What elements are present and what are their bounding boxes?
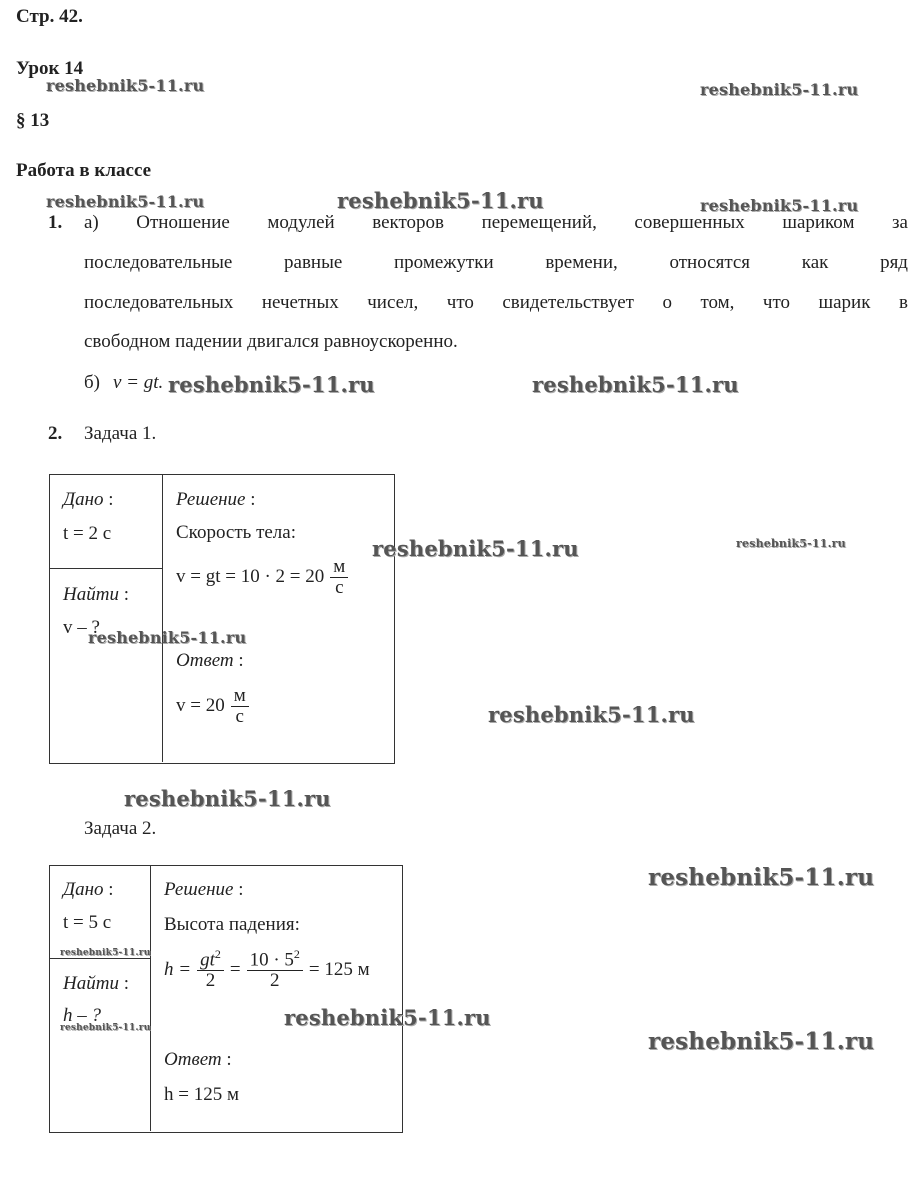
task-1-number: 1. [48, 212, 63, 233]
watermark: reshebnik5-11.ru [337, 188, 544, 213]
watermark: reshebnik5-11.ru [648, 864, 875, 891]
watermark: reshebnik5-11.ru [168, 372, 375, 397]
problem-2-answer-formula: h = 125 м [164, 1084, 239, 1105]
watermark: reshebnik5-11.ru [648, 1028, 875, 1055]
unit-fraction: $\frac{м}{с}$ [330, 557, 348, 598]
problem-2-answer-label: Ответ : [164, 1049, 232, 1070]
problem-1-given-find-divider [49, 568, 162, 569]
class-work-heading: Работа в классе [16, 160, 152, 181]
problem-1-given-label: Дано : [63, 489, 114, 510]
problem-2-divider [150, 865, 151, 1131]
watermark: reshebnik5-11.ru [124, 786, 331, 811]
problem-1-answer-formula: v = 20 $\frac{м}{с}$ [176, 686, 249, 727]
problem-1-divider [162, 474, 163, 762]
watermark: reshebnik5-11.ru [46, 76, 205, 95]
task-1a-line-2: последовательные равные промежутки времени, относятся как ряд [84, 252, 908, 273]
problem-1-solution-text: Скорость тела: [176, 522, 296, 543]
watermark: reshebnik5-11.ru [372, 536, 579, 561]
task-1b-formula: v = gt. [113, 372, 164, 393]
watermark: reshebnik5-11.ru [700, 196, 859, 215]
watermark: reshebnik5-11.ru [284, 1005, 491, 1030]
problem-1-given-value: t = 2 с [63, 523, 112, 544]
problem-1-find-value: v – ? [63, 617, 100, 638]
watermark: reshebnik5-11.ru [700, 80, 859, 99]
task-1a-line-3: последовательных нечетных чисел, что свидетельствует о том, что шарик в [84, 292, 908, 313]
problem-2-find-value: h – ? [63, 1005, 101, 1026]
problem-1-find-label: Найти : [63, 584, 129, 605]
section-heading: § 13 [16, 110, 50, 131]
task-1b-label: б) [84, 372, 100, 393]
fraction-gt2: $\frac{gt^2}{2}$ [197, 948, 224, 991]
watermark: reshebnik5-11.ru [488, 702, 695, 727]
problem-2-solution-label: Решение : [164, 879, 244, 900]
watermark: reshebnik5-11.ru [88, 628, 247, 647]
task-1a-line-1: а) Отношение модулей векторов перемещений, совершенных шариком за [84, 212, 908, 233]
lesson-heading: Урок 14 [16, 58, 84, 79]
problem-2-find-label: Найти : [63, 973, 129, 994]
problem-1-title: Задача 1. [84, 423, 157, 444]
task-1a-line-4: свободном падении двигался равноускоренно. [84, 331, 458, 352]
page-reference: Стр. 42. [16, 6, 83, 27]
unit-fraction: $\frac{м}{с}$ [231, 686, 249, 727]
problem-2-title: Задача 2. [84, 818, 157, 839]
problem-2-solution-text: Высота падения: [164, 914, 300, 935]
watermark: reshebnik5-11.ru [46, 192, 205, 211]
fraction-numeric: $\frac{10 \cdot 5^2}{2}$ [247, 948, 303, 991]
problem-2-solution-formula: h = $\frac{gt^2}{2}$ = $\frac{10 \cdot 5^2}{2}$ = 125 м [164, 947, 370, 992]
watermark: reshebnik5-11.ru [532, 372, 739, 397]
problem-2-given-find-divider [49, 958, 150, 959]
watermark: reshebnik5-11.ru [736, 537, 846, 550]
watermark: reshebnik5-11.ru [60, 1023, 151, 1033]
problem-1-answer-label: Ответ : [176, 650, 244, 671]
watermark: reshebnik5-11.ru [60, 948, 151, 958]
task-2-number: 2. [48, 423, 63, 444]
problem-1-solution-label: Решение : [176, 489, 256, 510]
problem-2-given-label: Дано : [63, 879, 114, 900]
problem-2-given-value: t = 5 с [63, 912, 112, 933]
problem-1-solution-formula: v = gt = 10 · 2 = 20 $\frac{м}{с}$ [176, 557, 348, 598]
